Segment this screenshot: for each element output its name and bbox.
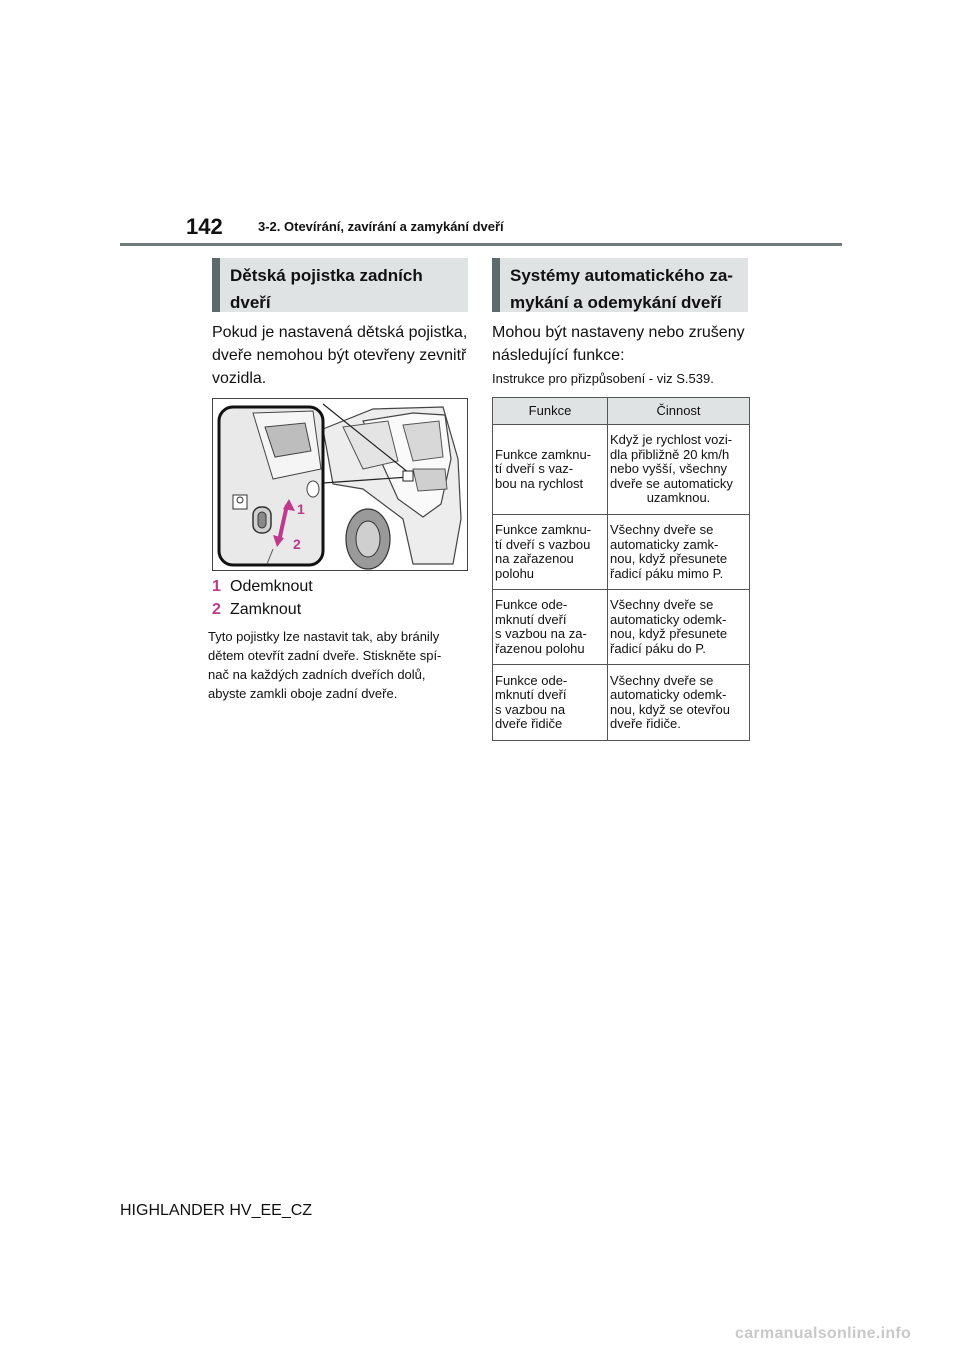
auto-lock-heading: [492, 258, 748, 312]
car-door-drawing: [213, 399, 467, 570]
intro-line: Mohou být nastaveny nebo zrušeny: [492, 324, 745, 341]
cell-line: řadicí páku mimo P.: [610, 565, 724, 581]
cell-line: tí dveří s vazbou: [495, 536, 591, 552]
cell-line: uzamknou.: [646, 490, 711, 506]
callout-2: 2: [293, 536, 301, 552]
heading-line: Systémy automatického za-: [510, 266, 733, 285]
function-cell: [493, 665, 608, 741]
legend-number: 2: [212, 601, 221, 618]
cell-line: bou na rychlost: [495, 475, 584, 491]
cell-line: automaticky zamk-: [610, 536, 719, 552]
cell-line: Funkce ode-: [495, 672, 568, 688]
legend-label: Odemknout: [230, 578, 313, 595]
note-line: dětem otevřít zadní dveře. Stiskněte spí-: [208, 648, 442, 663]
action-cell: [608, 515, 750, 590]
heading-line: dveří: [230, 293, 271, 312]
cell-line: Všechny dveře se: [610, 522, 714, 537]
function-cell: [493, 425, 608, 515]
table-row: [493, 425, 750, 515]
page-number: 142: [186, 214, 223, 239]
cell-line: mknutí dveří: [495, 611, 567, 627]
lock-icon: [233, 495, 247, 509]
functions-table: [492, 397, 750, 741]
cell-line: automaticky odemk-: [610, 611, 727, 627]
action-cell: [608, 590, 750, 665]
cell-line: Všechny dveře se: [610, 597, 714, 612]
column-header-function: Funkce: [493, 398, 608, 425]
customization-note: Instrukce pro přizpůsobení - viz S.539.: [492, 371, 714, 386]
cell-line: nou, když přesunete: [610, 626, 728, 641]
callout-1: 1: [297, 501, 305, 517]
cell-line: dveře řidiče.: [610, 716, 681, 731]
cell-line: Funkce zamknu-: [495, 522, 592, 537]
cell-line: řadicí páku do P.: [610, 640, 706, 656]
function-cell: [493, 515, 608, 590]
intro-line: Pokud je nastavená dětská pojistka,: [212, 324, 468, 341]
table-row: [493, 515, 750, 590]
child-lock-illustration: [212, 398, 468, 571]
cell-line: Funkce zamknu-: [495, 446, 592, 462]
function-cell: [493, 590, 608, 665]
model-footer: HIGHLANDER HV_EE_CZ: [120, 1202, 313, 1219]
cell-line: polohu: [495, 565, 535, 581]
note-line: nač na každých zadních dveřích dolů,: [208, 667, 426, 682]
cell-line: nou, když se otevřou: [610, 701, 730, 717]
action-cell: [608, 425, 750, 515]
cell-line: s vazbou na: [495, 701, 566, 717]
cell-line: mknutí dveří: [495, 687, 567, 702]
auto-lock-intro: [492, 321, 750, 367]
table-header-row: [493, 398, 750, 425]
intro-line: následující funkce:: [492, 347, 625, 364]
cell-line: Funkce ode-: [495, 597, 568, 612]
intro-line: dveře nemohou být otevřeny zevnitř: [212, 347, 467, 364]
cell-line: nebo vyšší, všechny: [610, 461, 728, 477]
cell-line: tí dveří s vaz-: [495, 461, 574, 477]
legend-number: 1: [212, 578, 221, 595]
column-header-action: Činnost: [608, 398, 750, 425]
action-cell: [608, 665, 750, 741]
child-lock-intro: [212, 321, 470, 390]
intro-line: vozidla.: [212, 370, 267, 387]
cell-line: dveře řidiče: [495, 716, 563, 731]
note-line: abyste zamkli oboje zadní dveře.: [208, 686, 398, 701]
cell-line: řazenou polohu: [495, 640, 585, 656]
legend-label: Zamknout: [230, 601, 302, 618]
heading-line: mykání a odemykání dveří: [510, 293, 722, 312]
cell-line: nou, když přesunete: [610, 551, 728, 566]
table-row: [493, 590, 750, 665]
header-rule: [120, 243, 842, 246]
cell-line: automaticky odemk-: [610, 687, 727, 702]
heading-line: Dětská pojistka zadních: [230, 266, 423, 285]
legend-lock: [212, 599, 301, 621]
note-line: Tyto pojistky lze nastavit tak, aby bránily: [208, 629, 440, 644]
legend-unlock: [212, 576, 313, 598]
site-watermark: carmanualsonline.info: [735, 1325, 912, 1342]
cell-line: dla přibližně 20 km/h: [610, 446, 730, 462]
cell-line: na zařazenou: [495, 551, 574, 566]
table-row: [493, 665, 750, 741]
child-lock-note: [208, 627, 470, 703]
cell-line: Všechny dveře se: [610, 672, 714, 688]
running-header: 3-2. Otevírání, zavírání a zamykání dveří: [258, 219, 504, 234]
cell-line: Když je rychlost vozi-: [610, 432, 733, 448]
cell-line: s vazbou na za-: [495, 626, 587, 641]
cell-line: dveře se automaticky: [610, 475, 733, 491]
child-lock-heading: [212, 258, 468, 312]
